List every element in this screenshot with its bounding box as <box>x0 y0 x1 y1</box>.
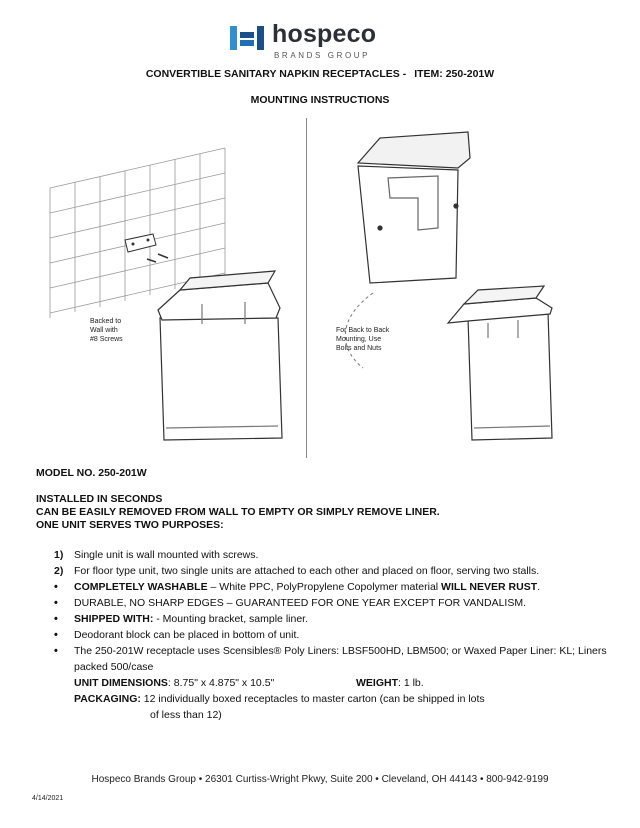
logo-wordmark: hospeco <box>272 20 377 48</box>
hospeco-logo <box>228 20 398 62</box>
list-item <box>54 563 614 579</box>
receptacle-body <box>158 271 282 440</box>
intro-line-1: INSTALLED IN SECONDS <box>36 493 163 505</box>
item-wall-mounted: Single unit is wall mounted with screws. <box>74 549 259 561</box>
list-item <box>54 579 614 595</box>
list-item <box>54 611 614 627</box>
model-number: MODEL NO. 250-201W <box>36 467 147 479</box>
mounting-bracket <box>125 234 156 252</box>
bullet-icon: • <box>54 597 58 609</box>
list-item <box>54 595 614 611</box>
packaging-continued: of less than 12) <box>150 709 222 721</box>
washable-label: COMPLETELY WASHABLE <box>74 581 208 593</box>
document-date: 4/14/2021 <box>32 795 64 802</box>
weight-value: : 1 lb. <box>398 677 424 689</box>
bullet-icon: • <box>54 629 58 641</box>
intro-line-3: ONE UNIT SERVES TWO PURPOSES: <box>36 519 224 531</box>
item-number: ITEM: 250-201W <box>414 68 495 80</box>
list-item <box>54 675 614 691</box>
hospeco-logo-icon <box>228 22 268 56</box>
list-item <box>54 627 614 643</box>
dimensions-value: : 8.75" x 4.875" x 10.5" <box>167 677 275 689</box>
document-subtitle: MOUNTING INSTRUCTIONS <box>250 94 390 106</box>
item-deodorant: Deodorant block can be placed in bottom of unit. <box>74 629 300 641</box>
document-title-text: CONVERTIBLE SANITARY NAPKIN RECEPTACLES - <box>145 68 407 80</box>
washable-period: . <box>537 581 541 593</box>
bullet-icon: • <box>54 645 58 657</box>
left-caption-line-1: Backed to <box>90 318 122 325</box>
packaging-label: PACKAGING: <box>74 693 141 705</box>
list-number: 1) <box>54 549 64 561</box>
washable-text: – White PPC, PolyPropylene Copolymer material <box>207 581 442 593</box>
never-rust-text: WILL NEVER RUST <box>441 581 538 593</box>
bullet-icon: • <box>54 613 58 625</box>
footer-address: Hospeco Brands Group • 26301 Curtiss-Wright Pkwy, Suite 200 • Cleveland, OH 44143 • 800-942-9199 <box>91 774 549 785</box>
list-item <box>54 707 614 723</box>
dimensions-label: UNIT DIMENSIONS <box>74 677 168 689</box>
list-number: 2) <box>54 565 64 577</box>
shipped-label: SHIPPED WITH: <box>74 613 154 625</box>
bullet-icon: • <box>54 581 58 593</box>
intro-line-2: CAN BE EASILY REMOVED FROM WALL TO EMPTY OR SIMPLY REMOVE LINER. <box>36 506 440 518</box>
left-caption-line-3: #8 Screws <box>90 336 123 343</box>
wall-mount-illustration <box>30 128 300 458</box>
list-item <box>54 547 614 563</box>
document-title <box>0 68 640 80</box>
shipped-text: - Mounting bracket, sample liner. <box>153 613 308 625</box>
item-floor-unit: For floor type unit, two single units are attached to each other and placed on floor, serving two stalls. <box>74 565 540 577</box>
packaging-value: 12 individually boxed receptacles to master carton (can be shipped in lots <box>140 693 485 705</box>
weight-label: WEIGHT <box>356 677 398 689</box>
logo-subtext: BRANDS GROUP <box>274 51 371 60</box>
right-caption-line-1: For Back to Back <box>336 327 390 334</box>
receptacle-back-view <box>358 132 470 283</box>
back-to-back-illustration <box>318 118 608 463</box>
left-caption-line-2: Wall with <box>90 327 118 334</box>
figure-divider <box>306 118 307 458</box>
right-caption-line-3: Bolts and Nuts <box>336 345 382 352</box>
item-durable: DURABLE, NO SHARP EDGES – GUARANTEED FOR ONE YEAR EXCEPT FOR VANDALISM. <box>74 597 526 609</box>
feature-list <box>54 547 614 723</box>
receptacle-front-view <box>448 286 552 440</box>
list-item <box>54 691 614 707</box>
list-item <box>54 643 614 675</box>
right-caption-line-2: Mounting, Use <box>336 336 382 343</box>
item-liners: The 250-201W receptacle uses Scensibles® Poly Liners: LBSF500HD, LBM500; or Waxed Paper Liner: KL; Liners packed 500/case <box>74 645 607 673</box>
